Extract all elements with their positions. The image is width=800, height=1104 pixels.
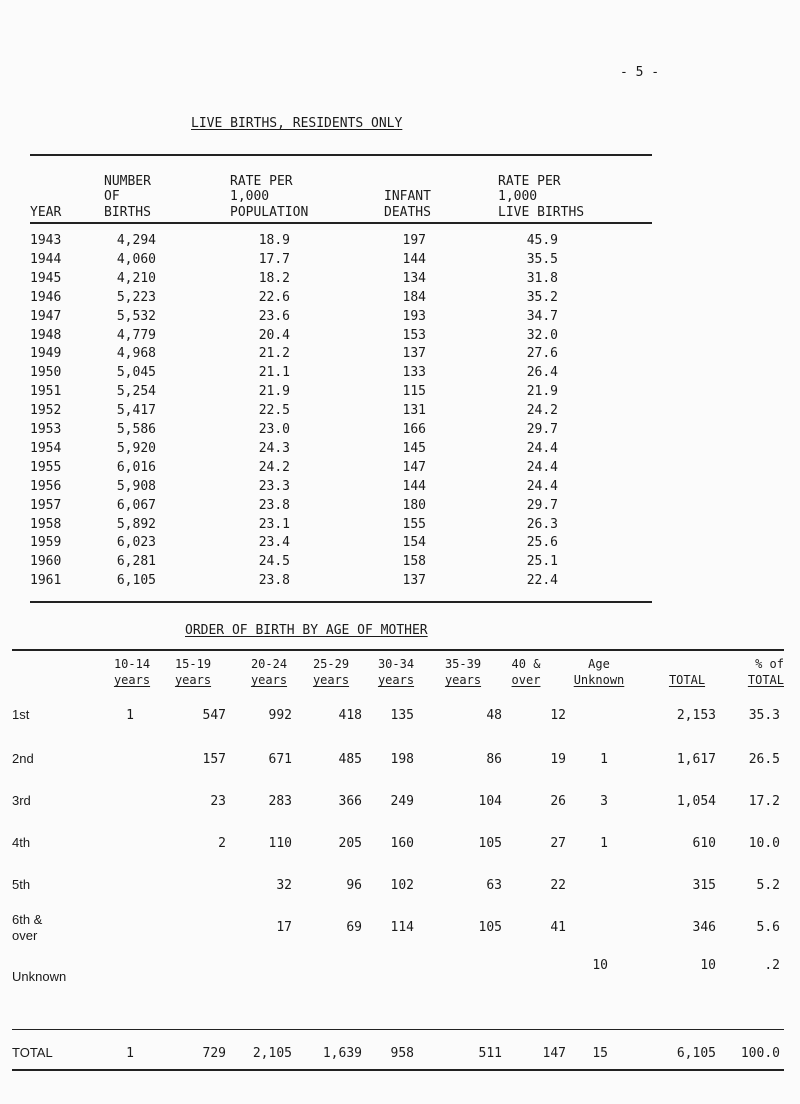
row-2nd-cell-total: 1,617 [676, 752, 716, 767]
cell-infant-deaths: 184 [402, 290, 426, 305]
cell-infant-deaths: 180 [402, 498, 426, 513]
header-year: YEAR [30, 205, 62, 220]
header-age-unknown-bottom: Unknown [573, 673, 625, 687]
row-1st-cell-percent-total: 35.3 [748, 708, 780, 723]
cell-infant-deaths: 154 [402, 535, 426, 550]
cell-infant-deaths: 133 [402, 365, 426, 380]
cell-infant-deaths: 193 [402, 309, 426, 324]
row-1st-cell-25-29: 418 [338, 708, 362, 723]
cell-births: 4,968 [116, 346, 156, 361]
cell-rate-pop: 23.8 [258, 573, 290, 588]
row-3rd-cell-20-24: 283 [268, 794, 292, 809]
row-5th-label: 5th [12, 877, 31, 892]
row-2nd-cell-25-29: 485 [338, 752, 362, 767]
cell-year: 1946 [30, 290, 62, 305]
cell-rate-births: 24.2 [526, 403, 558, 418]
cell-infant-deaths: 153 [402, 328, 426, 343]
row-5th-cell-20-24: 32 [276, 878, 292, 893]
row-1st-cell-10-14: 1 [126, 708, 134, 723]
row-unknown-cell-total: 10 [700, 958, 716, 973]
row-4th-cell-total: 610 [692, 836, 716, 851]
cell-year: 1955 [30, 460, 62, 475]
cell-rate-pop: 24.5 [258, 554, 290, 569]
cell-infant-deaths: 147 [402, 460, 426, 475]
cell-rate-births: 29.7 [526, 422, 558, 437]
row-2nd-cell-percent-total: 26.5 [748, 752, 780, 767]
header-births-1: NUMBER [104, 174, 151, 189]
header-infant-2: DEATHS [384, 205, 431, 220]
cell-year: 1949 [30, 346, 62, 361]
row-6th-over-label-2: over [12, 928, 38, 943]
header-rate-pop-1: RATE PER [230, 174, 293, 189]
table2-top-rule [12, 649, 784, 651]
row-3rd-cell-percent-total: 17.2 [748, 794, 780, 809]
table1-top-rule [30, 154, 652, 156]
cell-rate-pop: 24.2 [258, 460, 290, 475]
row-total-cell-30-34: 958 [390, 1046, 414, 1061]
cell-rate-births: 27.6 [526, 346, 558, 361]
table2-bottom-rule [12, 1069, 784, 1071]
cell-births: 5,532 [116, 309, 156, 324]
cell-rate-pop: 21.9 [258, 384, 290, 399]
header-percent-total-top: % of [755, 657, 784, 671]
cell-births: 6,016 [116, 460, 156, 475]
row-1st-cell-30-34: 135 [390, 708, 414, 723]
cell-year: 1945 [30, 271, 62, 286]
header-30-34-top: 30-34 [377, 657, 415, 671]
row-6th-over-cell-35-39: 105 [478, 920, 502, 935]
row-5th-cell-25-29: 96 [346, 878, 362, 893]
header-rate-pop-3: POPULATION [230, 205, 309, 220]
row-total-cell-20-24: 2,105 [252, 1046, 292, 1061]
cell-rate-births: 22.4 [526, 573, 558, 588]
cell-rate-births: 24.4 [526, 441, 558, 456]
header-rate-births-2: 1,000 [498, 189, 538, 204]
cell-rate-births: 25.6 [526, 535, 558, 550]
cell-births: 6,067 [116, 498, 156, 513]
cell-infant-deaths: 166 [402, 422, 426, 437]
row-2nd-cell-35-39: 86 [486, 752, 502, 767]
cell-infant-deaths: 144 [402, 479, 426, 494]
cell-infant-deaths: 144 [402, 252, 426, 267]
cell-year: 1961 [30, 573, 62, 588]
cell-infant-deaths: 131 [402, 403, 426, 418]
cell-year: 1948 [30, 328, 62, 343]
header-35-39-top: 35-39 [444, 657, 482, 671]
header-percent-total-bottom: TOTAL [747, 673, 784, 687]
cell-rate-pop: 18.2 [258, 271, 290, 286]
cell-rate-births: 25.1 [526, 554, 558, 569]
row-4th-cell-age-unknown: 1 [600, 836, 608, 851]
header-30-34-bottom: years [377, 673, 415, 687]
row-4th-cell-30-34: 160 [390, 836, 414, 851]
table1-bottom-rule [30, 601, 652, 603]
row-unknown-cell-age-unknown: 10 [592, 958, 608, 973]
row-total-cell-35-39: 511 [478, 1046, 502, 1061]
header-35-39-bottom: years [444, 673, 482, 687]
row-2nd-cell-15-19: 157 [202, 752, 226, 767]
cell-year: 1957 [30, 498, 62, 513]
cell-rate-births: 24.4 [526, 479, 558, 494]
cell-year: 1959 [30, 535, 62, 550]
row-6th-over-cell-20-24: 17 [276, 920, 292, 935]
row-2nd-cell-20-24: 671 [268, 752, 292, 767]
cell-infant-deaths: 155 [402, 517, 426, 532]
header-20-24-top: 20-24 [250, 657, 288, 671]
row-1st-cell-total: 2,153 [676, 708, 716, 723]
row-5th-cell-30-34: 102 [390, 878, 414, 893]
cell-year: 1954 [30, 441, 62, 456]
cell-year: 1950 [30, 365, 62, 380]
cell-births: 4,294 [116, 233, 156, 248]
cell-infant-deaths: 158 [402, 554, 426, 569]
cell-infant-deaths: 197 [402, 233, 426, 248]
header-20-24-bottom: years [250, 673, 288, 687]
cell-rate-births: 45.9 [526, 233, 558, 248]
cell-births: 5,586 [116, 422, 156, 437]
header-infant-1: INFANT [384, 189, 431, 204]
cell-rate-births: 26.3 [526, 517, 558, 532]
row-1st-cell-20-24: 992 [268, 708, 292, 723]
cell-births: 6,105 [116, 573, 156, 588]
cell-births: 6,281 [116, 554, 156, 569]
table2-unknown-rule [12, 1029, 784, 1030]
header-births-2: OF [104, 189, 120, 204]
cell-rate-pop: 23.0 [258, 422, 290, 437]
row-5th-cell-percent-total: 5.2 [756, 878, 780, 893]
header-rate-births-1: RATE PER [498, 174, 561, 189]
cell-births: 4,210 [116, 271, 156, 286]
row-3rd-cell-35-39: 104 [478, 794, 502, 809]
cell-births: 5,908 [116, 479, 156, 494]
cell-rate-pop: 23.1 [258, 517, 290, 532]
cell-year: 1956 [30, 479, 62, 494]
cell-rate-births: 32.0 [526, 328, 558, 343]
cell-rate-pop: 18.9 [258, 233, 290, 248]
cell-births: 5,892 [116, 517, 156, 532]
row-2nd-label: 2nd [12, 751, 34, 766]
row-total-cell-percent-total: 100.0 [740, 1046, 780, 1061]
row-total-cell-25-29: 1,639 [322, 1046, 362, 1061]
row-4th-label: 4th [12, 835, 31, 850]
header-total-bottom: TOTAL [668, 673, 706, 687]
cell-year: 1958 [30, 517, 62, 532]
row-1st-cell-40-over: 12 [550, 708, 566, 723]
cell-births: 5,045 [116, 365, 156, 380]
row-3rd-cell-25-29: 366 [338, 794, 362, 809]
cell-rate-births: 35.2 [526, 290, 558, 305]
cell-rate-pop: 22.6 [258, 290, 290, 305]
row-total-cell-total: 6,105 [676, 1046, 716, 1061]
row-3rd-cell-total: 1,054 [676, 794, 716, 809]
cell-infant-deaths: 134 [402, 271, 426, 286]
cell-rate-births: 34.7 [526, 309, 558, 324]
cell-rate-births: 24.4 [526, 460, 558, 475]
cell-infant-deaths: 145 [402, 441, 426, 456]
row-6th-over-cell-30-34: 114 [390, 920, 414, 935]
row-3rd-cell-30-34: 249 [390, 794, 414, 809]
cell-rate-births: 29.7 [526, 498, 558, 513]
row-3rd-cell-age-unknown: 3 [600, 794, 608, 809]
table2-title: ORDER OF BIRTH BY AGE OF MOTHER [185, 623, 428, 638]
header-25-29-top: 25-29 [312, 657, 350, 671]
cell-rate-pop: 23.8 [258, 498, 290, 513]
row-3rd-cell-40-over: 26 [550, 794, 566, 809]
cell-year: 1952 [30, 403, 62, 418]
row-6th-over-cell-40-over: 41 [550, 920, 566, 935]
cell-births: 5,223 [116, 290, 156, 305]
row-total-cell-10-14: 1 [126, 1046, 134, 1061]
header-10-14-bottom: years [113, 673, 151, 687]
header-40-over-top: 40 & [511, 657, 541, 671]
row-total-cell-40-over: 147 [542, 1046, 566, 1061]
row-2nd-cell-40-over: 19 [550, 752, 566, 767]
cell-births: 6,023 [116, 535, 156, 550]
table1-title: LIVE BIRTHS, RESIDENTS ONLY [191, 116, 403, 131]
row-3rd-label: 3rd [12, 793, 31, 808]
header-age-unknown-top: Age [588, 657, 610, 671]
cell-infant-deaths: 137 [402, 346, 426, 361]
row-2nd-cell-age-unknown: 1 [600, 752, 608, 767]
header-10-14-top: 10-14 [113, 657, 151, 671]
row-3rd-cell-15-19: 23 [210, 794, 226, 809]
header-40-over-bottom: over [511, 673, 541, 687]
header-rate-births-3: LIVE BIRTHS [498, 205, 585, 220]
row-total-cell-15-19: 729 [202, 1046, 226, 1061]
header-15-19-top: 15-19 [174, 657, 212, 671]
row-6th-over-cell-total: 346 [692, 920, 716, 935]
cell-births: 5,254 [116, 384, 156, 399]
row-1st-label: 1st [12, 707, 30, 722]
row-6th-over-cell-25-29: 69 [346, 920, 362, 935]
cell-year: 1943 [30, 233, 62, 248]
row-4th-cell-40-over: 27 [550, 836, 566, 851]
header-15-19-bottom: years [174, 673, 212, 687]
cell-rate-births: 35.5 [526, 252, 558, 267]
row-total-cell-age-unknown: 15 [592, 1046, 608, 1061]
cell-rate-pop: 21.1 [258, 365, 290, 380]
header-rate-pop-2: 1,000 [230, 189, 270, 204]
row-5th-cell-40-over: 22 [550, 878, 566, 893]
cell-year: 1947 [30, 309, 62, 324]
cell-births: 5,417 [116, 403, 156, 418]
cell-rate-pop: 20.4 [258, 328, 290, 343]
row-1st-cell-15-19: 547 [202, 708, 226, 723]
cell-year: 1951 [30, 384, 62, 399]
cell-births: 4,060 [116, 252, 156, 267]
cell-year: 1953 [30, 422, 62, 437]
cell-rate-pop: 23.6 [258, 309, 290, 324]
row-total-label: TOTAL [12, 1045, 53, 1060]
row-unknown-label: Unknown [12, 969, 67, 984]
cell-year: 1960 [30, 554, 62, 569]
cell-infant-deaths: 115 [402, 384, 426, 399]
page-number: - 5 - [620, 65, 660, 80]
row-4th-cell-25-29: 205 [338, 836, 362, 851]
row-4th-cell-20-24: 110 [268, 836, 292, 851]
cell-rate-births: 26.4 [526, 365, 558, 380]
cell-rate-pop: 24.3 [258, 441, 290, 456]
row-unknown-cell-percent-total: .2 [764, 958, 780, 973]
cell-rate-births: 21.9 [526, 384, 558, 399]
cell-infant-deaths: 137 [402, 573, 426, 588]
header-25-29-bottom: years [312, 673, 350, 687]
cell-rate-pop: 17.7 [258, 252, 290, 267]
row-6th-over-cell-percent-total: 5.6 [756, 920, 780, 935]
row-4th-cell-35-39: 105 [478, 836, 502, 851]
row-6th-over-label-1: 6th & [12, 912, 43, 927]
cell-rate-pop: 22.5 [258, 403, 290, 418]
cell-year: 1944 [30, 252, 62, 267]
row-5th-cell-35-39: 63 [486, 878, 502, 893]
cell-births: 5,920 [116, 441, 156, 456]
row-1st-cell-35-39: 48 [486, 708, 502, 723]
table1-header-rule [30, 222, 652, 224]
row-2nd-cell-30-34: 198 [390, 752, 414, 767]
cell-births: 4,779 [116, 328, 156, 343]
cell-rate-pop: 23.4 [258, 535, 290, 550]
cell-rate-pop: 21.2 [258, 346, 290, 361]
header-births-3: BIRTHS [104, 205, 151, 220]
cell-rate-pop: 23.3 [258, 479, 290, 494]
row-4th-cell-15-19: 2 [218, 836, 226, 851]
row-4th-cell-percent-total: 10.0 [748, 836, 780, 851]
row-5th-cell-total: 315 [692, 878, 716, 893]
cell-rate-births: 31.8 [526, 271, 558, 286]
